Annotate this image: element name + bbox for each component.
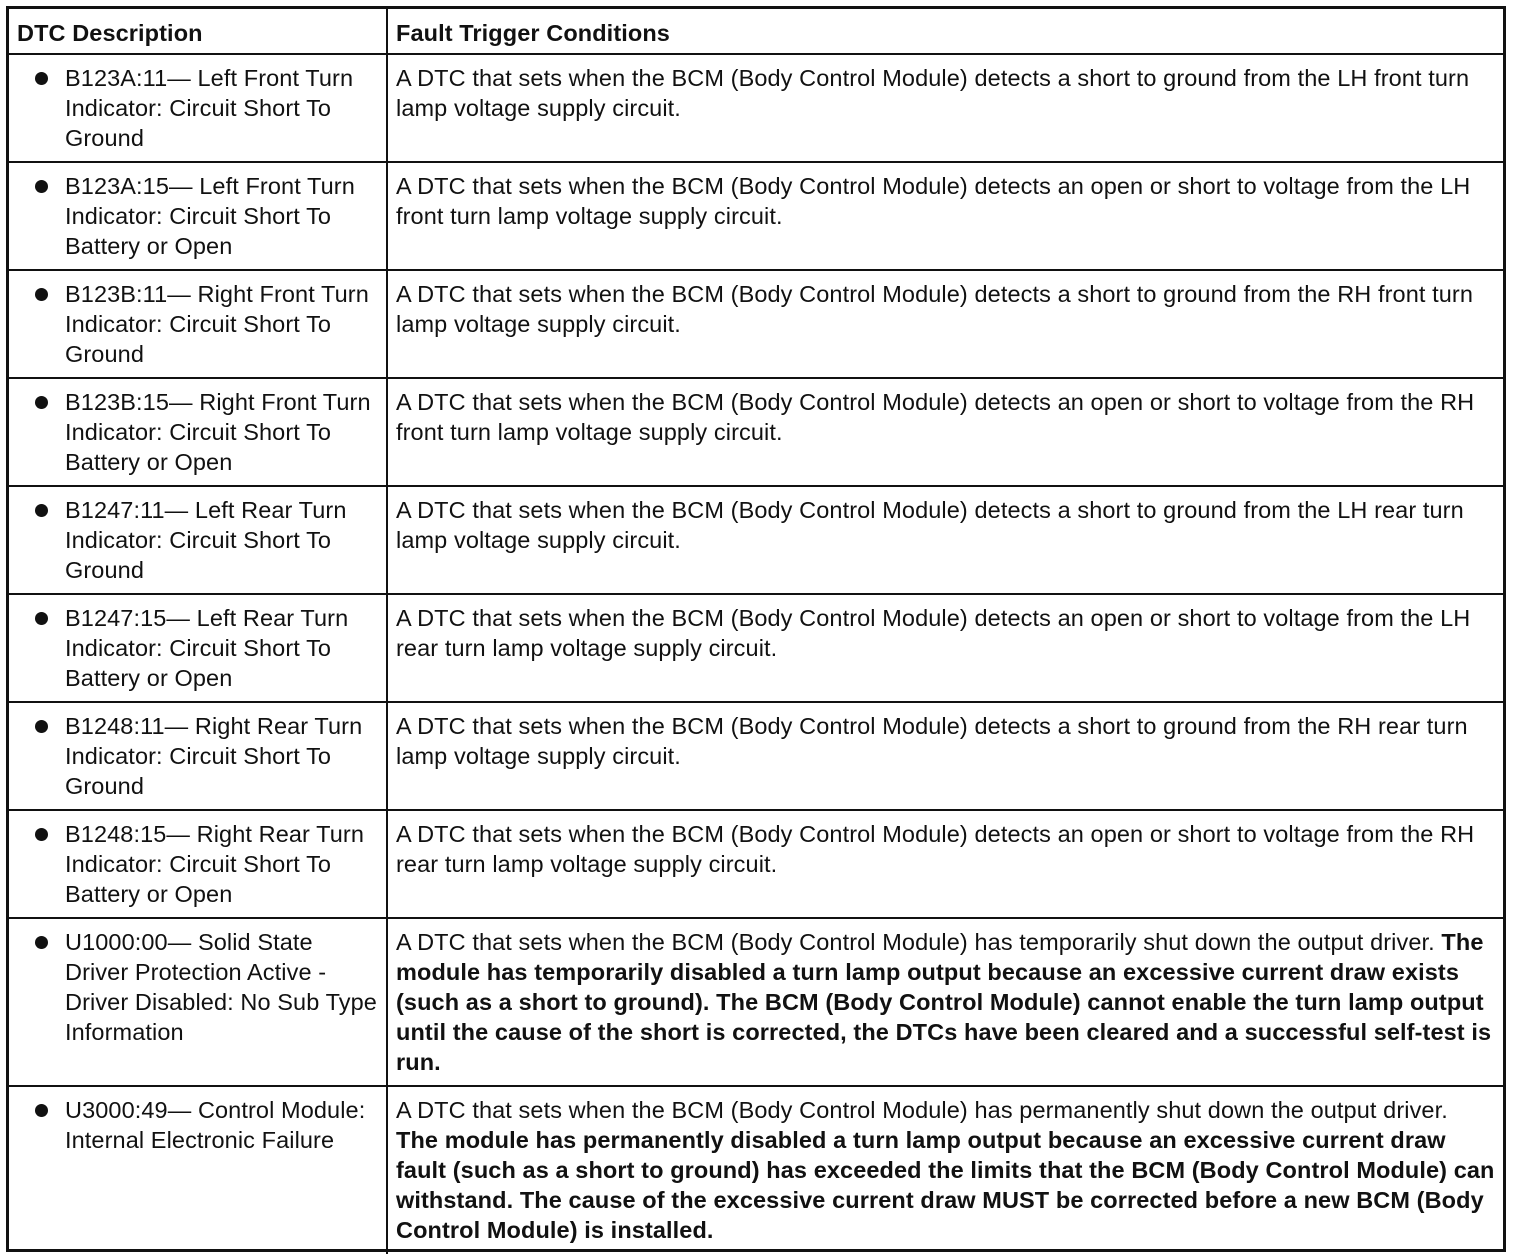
bullet-icon <box>9 603 65 633</box>
dtc-description-cell <box>9 378 387 486</box>
fault-condition-cell <box>387 1086 1503 1254</box>
bullet-icon <box>9 171 65 201</box>
dtc-description-cell <box>9 1086 387 1254</box>
dtc-description-cell <box>9 162 387 270</box>
fault-condition: A DTC that sets when the BCM (Body Control Module) detects a short to ground from the LH front turn lamp voltage supply circuit. <box>396 65 1470 121</box>
dtc-description-cell <box>9 702 387 810</box>
fault-condition-cell <box>387 486 1503 594</box>
fault-condition-cell <box>387 702 1503 810</box>
fault-condition: A DTC that sets when the BCM (Body Control Module) has temporarily shut down the output driver. <box>396 929 1435 955</box>
table-row <box>9 1086 1503 1254</box>
dtc-description-cell <box>9 918 387 1086</box>
fault-condition-cell <box>387 270 1503 378</box>
fault-condition-cell <box>387 54 1503 162</box>
bullet-icon <box>9 495 65 525</box>
table-row <box>9 810 1503 918</box>
fault-condition-cell <box>387 918 1503 1086</box>
dtc-description: B123A:15— Left Front Turn Indicator: Circuit Short To Battery or Open <box>65 173 355 259</box>
fault-condition: A DTC that sets when the BCM (Body Control Module) detects an open or short to voltage from the RH rear turn lamp voltage supply circuit. <box>396 821 1475 877</box>
bullet-icon <box>9 711 65 741</box>
dtc-description: B123B:11— Right Front Turn Indicator: Circuit Short To Ground <box>65 281 369 367</box>
table-row <box>9 162 1503 270</box>
fault-condition: A DTC that sets when the BCM (Body Control Module) detects a short to ground from the RH rear turn lamp voltage supply circuit. <box>396 713 1468 769</box>
fault-condition-cell <box>387 378 1503 486</box>
table-row <box>9 918 1503 1086</box>
table-header-row <box>9 9 1503 54</box>
dtc-description-cell <box>9 810 387 918</box>
column-header-description: DTC Description <box>9 9 387 54</box>
fault-condition: A DTC that sets when the BCM (Body Control Module) has permanently shut down the output driver. <box>396 1097 1448 1123</box>
fault-condition: A DTC that sets when the BCM (Body Control Module) detects a short to ground from the LH rear turn lamp voltage supply circuit. <box>396 497 1464 553</box>
fault-condition-cell <box>387 162 1503 270</box>
table-row <box>9 378 1503 486</box>
dtc-table <box>9 9 1503 1254</box>
dtc-description-cell <box>9 594 387 702</box>
dtc-description: B123A:11— Left Front Turn Indicator: Circuit Short To Ground <box>65 65 354 151</box>
fault-condition-emphasis: The module has permanently disabled a turn lamp output because an excessive current draw fault (such as a short to ground) has exceeded the limits that the BCM (Body Control Module) can withstand. The cause of the excessive current draw MUST be corrected before a new BCM (Body Control Module) is installed. <box>396 1127 1495 1243</box>
dtc-table-container <box>6 6 1506 1252</box>
dtc-description: B123B:15— Right Front Turn Indicator: Circuit Short To Battery or Open <box>65 389 371 475</box>
bullet-icon <box>9 1095 65 1125</box>
dtc-description: B1247:11— Left Rear Turn Indicator: Circuit Short To Ground <box>65 497 347 583</box>
table-row <box>9 594 1503 702</box>
table-row <box>9 54 1503 162</box>
table-row <box>9 702 1503 810</box>
column-header-conditions: Fault Trigger Conditions <box>387 9 1503 54</box>
table-row <box>9 270 1503 378</box>
dtc-description: U3000:49— Control Module: Internal Electronic Failure <box>65 1097 366 1153</box>
dtc-description-cell <box>9 270 387 378</box>
bullet-icon <box>9 819 65 849</box>
bullet-icon <box>9 279 65 309</box>
dtc-description: B1248:15— Right Rear Turn Indicator: Circuit Short To Battery or Open <box>65 821 365 907</box>
dtc-description: B1247:15— Left Rear Turn Indicator: Circuit Short To Battery or Open <box>65 605 349 691</box>
fault-condition-cell <box>387 810 1503 918</box>
fault-condition-cell <box>387 594 1503 702</box>
bullet-icon <box>9 387 65 417</box>
dtc-description-cell <box>9 54 387 162</box>
bullet-icon <box>9 63 65 93</box>
fault-condition: A DTC that sets when the BCM (Body Control Module) detects an open or short to voltage from the RH front turn lamp voltage supply circuit. <box>396 389 1475 445</box>
fault-condition-emphasis: The module has temporarily disabled a turn lamp output because an excessive current draw exists (such as a short to ground). The BCM (Body Control Module) cannot enable the turn lamp output until the cause of the short is corrected, the DTCs have been cleared and a successful self-test is run. <box>396 929 1492 1075</box>
dtc-description: B1248:11— Right Rear Turn Indicator: Circuit Short To Ground <box>65 713 363 799</box>
dtc-description: U1000:00— Solid State Driver Protection Active - Driver Disabled: No Sub Type Information <box>65 929 377 1045</box>
fault-condition: A DTC that sets when the BCM (Body Control Module) detects an open or short to voltage from the LH rear turn lamp voltage supply circuit. <box>396 605 1471 661</box>
fault-condition: A DTC that sets when the BCM (Body Control Module) detects a short to ground from the RH front turn lamp voltage supply circuit. <box>396 281 1474 337</box>
fault-condition: A DTC that sets when the BCM (Body Control Module) detects an open or short to voltage from the LH front turn lamp voltage supply circuit. <box>396 173 1471 229</box>
bullet-icon <box>9 927 65 957</box>
table-row <box>9 486 1503 594</box>
dtc-description-cell <box>9 486 387 594</box>
